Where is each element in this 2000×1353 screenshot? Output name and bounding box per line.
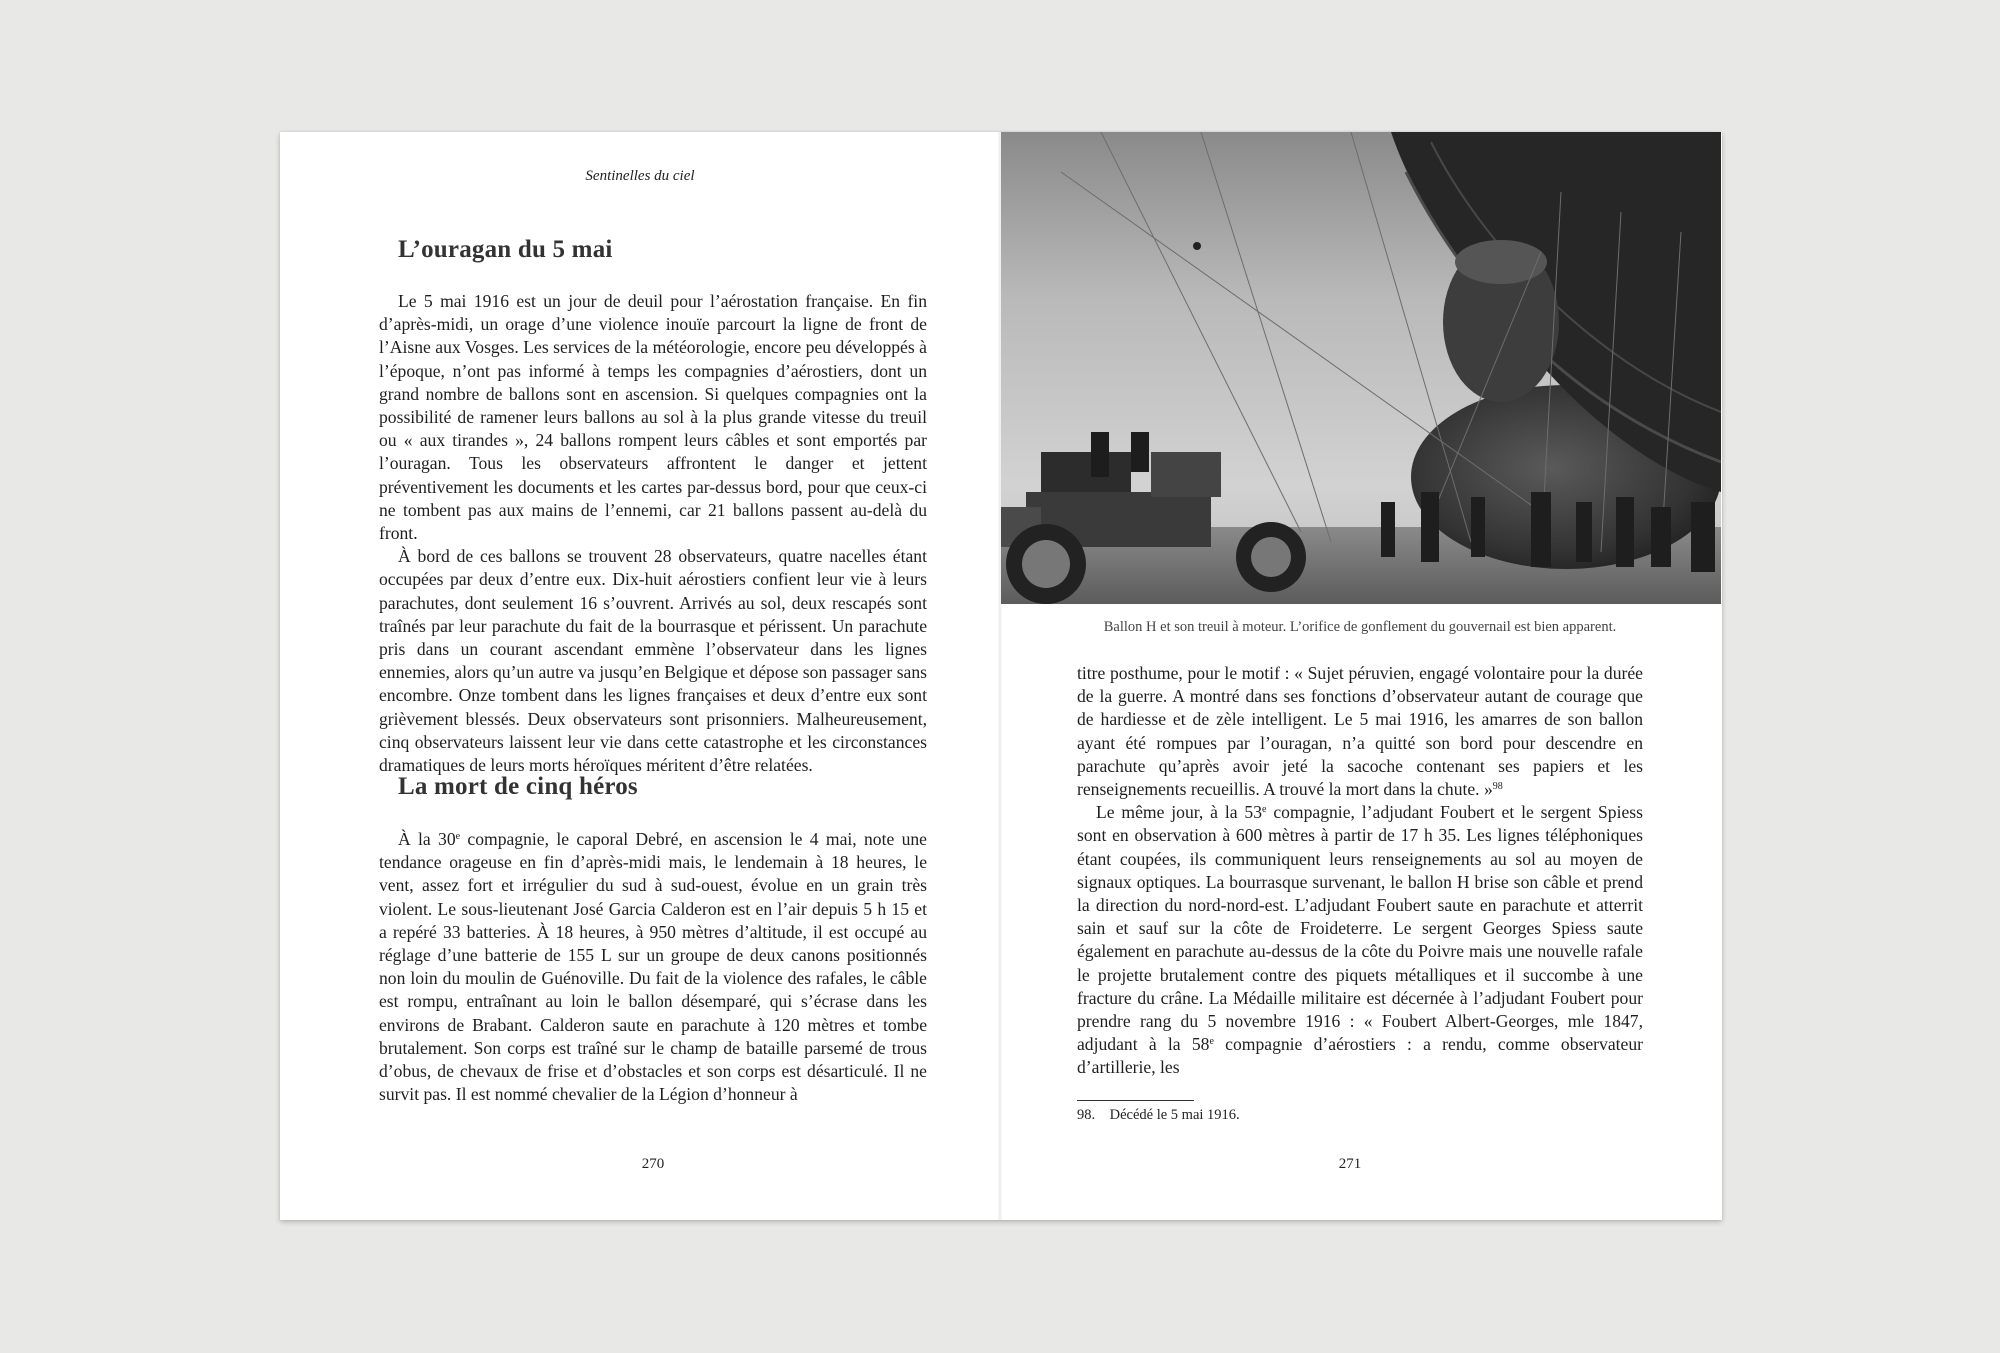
text-run: compagnie, l’adjudant Foubert et le sergent Spiess sont en observation à 600 mètres à partir de 17 h 35. Les lignes téléphoniques étant coupées, ils communiquent leurs renseignements au sol au moyen de signaux optiques. La bourrasque survenant, le ballon H brise son câble et prend la direction du nord-nord-est. L’adjudant Foubert saute en parachute et atterrit sain et sauf sur la côte de Froideterre. Le sergent Georges Spiess saute également en parachute au-dessus de la côte du Poivre mais une nouvelle rafale le projette brutalement contre des piquets métalliques et il succombe à une fracture du crâne. La Médaille militaire est décernée à l’adjudant Foubert pour prendre rang du 5 novembre 1916 : « Foubert Albert-Georges, mle 1847, adjudant à la 58	[1077, 802, 1643, 1055]
paragraph	[1077, 801, 1643, 1079]
page-number: 271	[1338, 1156, 1362, 1172]
superscript: e	[1262, 804, 1267, 816]
book-spread	[280, 132, 1722, 1220]
paragraph: Le 5 mai 1916 est un jour de deuil pour l’aérostation française. En fin d’après-midi, un orage d’une violence inouïe parcourt la ligne de front de l’Aisne aux Vosges. Les services de la météorologie, encore peu développés à l’époque, n’ont pas informé à temps les compagnies d’aérostiers, dont un grand nombre de ballons sont en ascension. Si quelques compagnies ont la possibilité de ramener leurs ballons au sol à la plus grande vitesse du treuil ou « aux tirandes », 24 ballons rompent leurs câbles et sont emportés par l’ouragan. Tous les observateurs affrontent le danger et jettent préventivement les documents et les cartes par-dessus bord, pour que ceux-ci ne tombent pas aux mains de l’ennemi, car 21 ballons passent au-delà du front.	[379, 291, 927, 544]
superscript: e	[1209, 1036, 1214, 1048]
section-mort-body	[379, 828, 927, 1106]
section-title-ouragan: L’ouragan du 5 mai	[398, 236, 613, 263]
paragraph	[379, 828, 927, 1106]
text-run: compagnie d’aérostiers : a rendu, comme observateur d’artillerie, les	[1077, 1034, 1643, 1078]
paragraph: À bord de ces ballons se trouvent 28 observateurs, quatre nacelles étant occupées par deux d’entre eux. Dix-huit aérostiers confient leur vie à leurs parachutes, dont seulement 16 s’ouvrent. Arrivés au sol, deux rescapés sont traînés par leur parachute du fait de la bourrasque et périssent. Un parachute pris dans un courant ascendant emmène l’observateur dans les lignes ennemies, alors qu’un autre va jusqu’en Belgique et dépose son passager sans encombre. Onze tombent dans les lignes françaises et deux d’entre eux sont grièvement blessés. Deux observateurs sont prisonniers. Malheureusement, cinq observateurs laissent leur vie dans cette catastrophe et les circonstances dramatiques de leurs morts héroïques méritent d’être relatées.	[379, 546, 927, 776]
footnote-reference: 98	[1492, 781, 1503, 793]
paragraph	[1077, 662, 1643, 801]
text-run: À la 30	[398, 829, 456, 849]
text-run: Le même jour, à la 53	[1096, 802, 1262, 823]
photo-caption: Ballon H et son treuil à moteur. L’orifice de gonflement du gouvernail est bien apparent.	[1103, 619, 1617, 635]
right-page-body	[1077, 662, 1643, 1080]
section-title-mort: La mort de cinq héros	[398, 773, 638, 800]
balloon-photo	[1001, 132, 1721, 604]
section-ouragan-body	[379, 290, 927, 777]
right-page	[1000, 132, 1722, 1220]
balloon-photo-image	[1001, 132, 1721, 604]
footnote-rule	[1077, 1100, 1194, 1101]
page-number: 270	[641, 1156, 665, 1172]
superscript: e	[455, 831, 461, 842]
running-head: Sentinelles du ciel	[585, 168, 695, 184]
footnote: 98. Décédé le 5 mai 1916.	[1077, 1107, 1240, 1123]
text-run: titre posthume, pour le motif : « Sujet péruvien, engagé volontaire pour la durée de la guerre. A montré dans ses fonctions d’observateur autant de courage que de hardiesse et de zèle intelligent. Le 5 mai 1916, les amarres de son ballon ayant été rompues par l’ouragan, n’a quitté son bord pour descendre en parachute qu’après avoir jeté la sacoche contenant ses papiers et les renseignements recueillis. A trouvé la mort dans la chute. »	[1077, 663, 1643, 800]
text-run: compagnie, le caporal Debré, en ascension le 4 mai, note une tendance orageuse en fin d’après-midi mais, le lendemain à 18 heures, le vent, assez fort et irrégulier du sud à sud-ouest, évolue en un grain très violent. Le sous-lieutenant José Garcia Calderon est en l’air depuis 5 h 15 et a repéré 33 batteries. À 18 heures, à 950 mètres d’altitude, il est occupé au réglage d’une batterie de 155 L sur un groupe de deux canons positionnés non loin du moulin de Guénoville. Du fait de la violence des rafales, le câble est rompu, entraînant au loin le ballon désemparé, qui s’écrase dans les environs de Brabant. Calderon saute en parachute à 120 mètres et tombe brutalement. Son corps est traîné sur le champ de bataille parsemé de trous d’obus, de chevaux de frise et d’obstacles et son corps est désarticulé. Il ne survit pas. Il est nommé chevalier de la Légion d’honneur à	[379, 829, 927, 1105]
left-page	[280, 132, 1000, 1220]
